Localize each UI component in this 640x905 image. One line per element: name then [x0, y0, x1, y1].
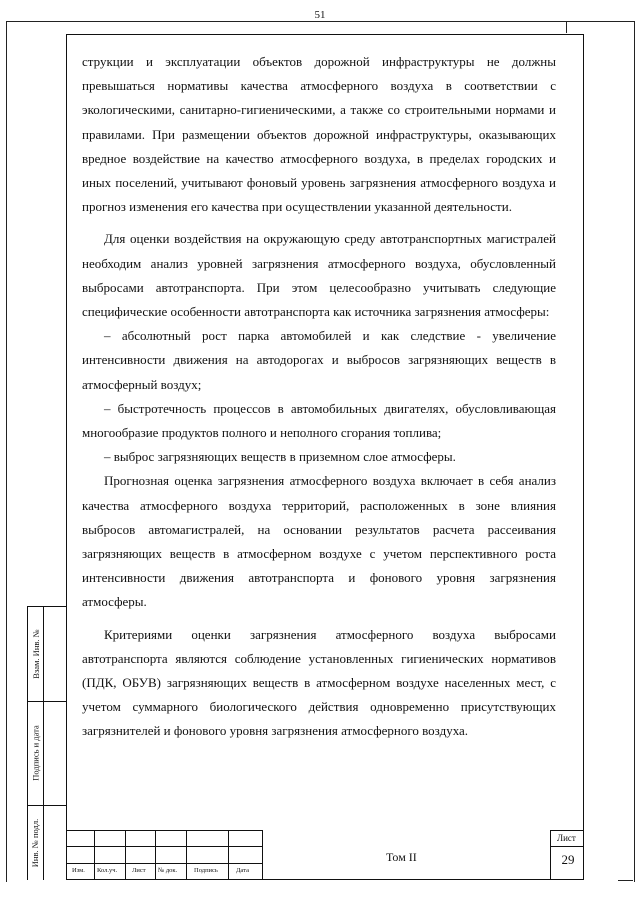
sheet-number: 29	[561, 852, 575, 867]
tb-line	[94, 830, 95, 880]
tb-line	[186, 830, 187, 880]
tb-col-ndok: № док.	[158, 867, 178, 874]
frame-tail	[618, 880, 633, 881]
frame-tick	[566, 21, 567, 33]
list-item-1: – абсолютный рост парка автомобилей и как следствие - увеличение интенсивности движения на автодорогах и выбросов загрязняющих веществ в атмосферный воздух;	[82, 328, 556, 392]
tb-line	[550, 830, 551, 880]
paragraph-4: Критериями оценки загрязнения атмосферного воздуха выбросами автотранспорта являются соблюдение установленных гигиенических нормативов (ПДК, ОБУВ) загрязняющих веществ в атмосферном воздухе населенных мест, с учетом суммарного биологического действия одновременно присутствующих загрязнителей и фонового уровня загрязнения атмосферного воздуха.	[82, 626, 556, 739]
list-item-3: – выброс загрязняющих веществ в приземном слое атмосферы.	[104, 449, 456, 465]
document-name: Том II	[386, 850, 417, 864]
tb-line	[66, 830, 262, 831]
sheet-label: Лист	[557, 833, 576, 843]
tb-col-podpis: Подпись	[194, 867, 218, 874]
list-item-2: – быстротечность процессов в автомобильных двигателях, обусловливающая многообразие продуктов полного и неполного сгорания топлива;	[82, 400, 556, 441]
tb-line	[66, 846, 262, 847]
document-body	[82, 50, 556, 744]
side-label-inv-podl: Инв. № подл.	[30, 818, 41, 868]
paragraph-2: Для оценки воздействия на окружающую среду автотранспортных магистралей необходим анализ уровней загрязнения атмосферного воздуха, обусловленный выбросами автотранспорта. При этом целесообразно учитывать следующие специфические особенности автотранспорта как источника загрязнения атмосферы:	[82, 231, 556, 320]
tb-line	[155, 830, 156, 880]
tb-col-izm: Изм.	[72, 867, 85, 874]
tb-line	[550, 846, 584, 847]
side-label-vzam-inv: Взам. Инв. №	[30, 629, 41, 679]
side-label-podpis-data: Подпись и дата	[30, 725, 41, 781]
tb-line	[125, 830, 126, 880]
paragraph-3: Прогнозная оценка загрязнения атмосферного воздуха включает в себя анализ качества атмосферного воздуха территорий, расположенных в зоне влияния выбросов автомагистралей, на основании результатов расчета рассеивания загрязняющих веществ в атмосферном воздухе с учетом перспективного роста интенсивности движения автотранспорта и фонового уровня загрязнения атмосферы.	[82, 473, 556, 610]
tb-line	[228, 830, 229, 880]
tb-line	[66, 863, 262, 864]
tb-line	[550, 830, 584, 831]
paragraph-1: струкции и эксплуатации объектов дорожной инфраструктуры не должны превышаться нормативы качества атмосферного воздуха в соответствии с экологическими, санитарно-гигиеническими, а также со строительными нормами и правилами. При размещении объектов дорожной инфраструктуры, оказывающих вредное воздействие на качество атмосферного воздуха, в пределах городских и иных поселений, учитывают фоновый уровень загрязнения атмосферного воздуха и прогноз изменения его качества при осуществлении указанной деятельности.	[82, 54, 556, 215]
tb-col-kol: Кол.уч.	[97, 867, 118, 874]
tb-col-list: Лист	[132, 867, 146, 874]
tb-col-data: Дата	[236, 867, 249, 874]
side-stamp	[27, 606, 67, 880]
page-top-number: 51	[314, 9, 326, 21]
title-block	[66, 830, 584, 880]
tb-line	[262, 830, 263, 880]
